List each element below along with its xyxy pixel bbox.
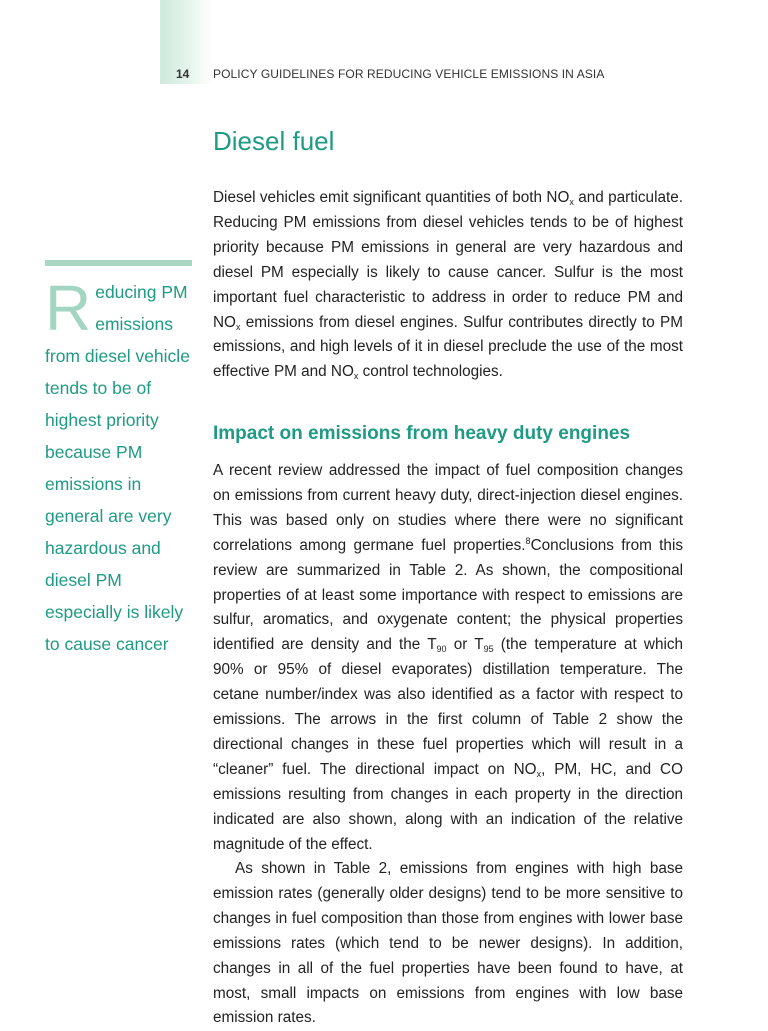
drop-cap: R <box>45 272 92 344</box>
paragraph-review: A recent review addressed the impact of fuel composition changes on emissions from current heavy duty, direct-injection diesel engines. This was based only on studies where there were no significant correlations among germane fuel properties.$^8$Conclusions from this review are summarized in Table 2. As shown, the compositional properties of at least some importance with respect to emissions are sulfur, aromatics, and oxygenate content; the physical properties identified are density and the $T_{90}$ or $T_{95}$ (the temperature at which 90% or 95% of diesel evaporates) distillation temperature. The cetane number/index was also identified as a factor with respect to emissions. The arrows in the first column of Table 2 show the directional changes in these fuel properties which will result in a “cleaner” fuel. The directional impact on $NO_x$, PM, HC, and CO emissions resulting from changes in each property in the direction indicated are also shown, along with an indication of the relative magnitude of the effect. <box>213 462 684 853</box>
section-title: Diesel fuel <box>213 126 335 156</box>
subheading: Impact on emissions from heavy duty engines <box>213 423 631 444</box>
paragraph-base-rates: As shown in Table 2, emissions from engines with high base emission rates (generally older designs) tend to be more sensitive to changes in fuel composition than those from engines with lower base emissions rates (which tend to be newer designs). In addition, changes in all of the fuel properties have been found to have, at most, small impacts on emissions from engines with low base emission rates. <box>213 860 683 1027</box>
pull-quote-rule <box>45 260 192 266</box>
footnote-reference: 8 <box>525 535 531 546</box>
page-number: 14 <box>176 67 190 81</box>
paragraph-intro: Diesel vehicles emit significant quantities of both $NO_x$ and particulate. Reducing PM emissions from diesel vehicles tends to be of highest priority because PM emissions in general are very hazardous and diesel PM especially is likely to cause cancer. Sulfur is the most important fuel characteristic to address in order to reduce PM and $NO_x$ emissions from diesel engines. Sulfur contributes directly to PM emissions, and high levels of it in diesel preclude the use of the most effective PM and $NO_x$ control technologies. <box>213 189 683 382</box>
running-header-title: POLICY GUIDELINES FOR REDUCING VEHICLE EMISSIONS IN ASIA <box>213 67 605 81</box>
pull-quote: Reducing PM emissions from diesel vehicle tends to be of highest priority because PM emissions in general are very hazardous and diesel PM especially is likely to cause cancer <box>45 272 190 654</box>
